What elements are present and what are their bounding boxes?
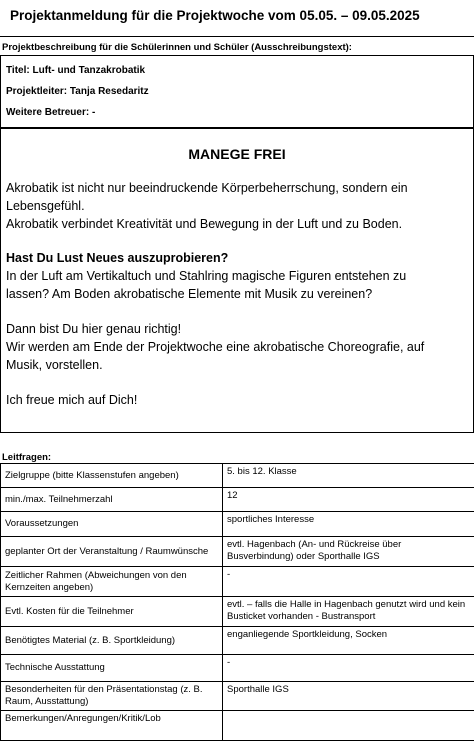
table-row	[1, 464, 474, 488]
title-divider	[0, 36, 474, 37]
row-value: -	[223, 567, 474, 597]
intro-line-1: Akrobatik ist nicht nur beeindruckende Körperbeherrschung, sondern ein Lebensgefühl.	[6, 181, 408, 213]
closing-line-2: Wir werden am Ende der Projektwoche eine akrobatische Choreografie, auf Musik, vorstellen.	[6, 340, 425, 372]
row-value: sportliches Interesse	[223, 512, 474, 537]
paragraph-intro	[6, 179, 446, 233]
row-label: Bemerkungen/Anregungen/Kritik/Lob	[1, 711, 223, 741]
row-label: Benötigtes Material (z. B. Sportkleidung)	[1, 627, 223, 655]
row-label: min./max. Teilnehmerzahl	[1, 488, 223, 512]
project-info-box	[0, 55, 474, 128]
table-row	[1, 627, 474, 655]
table-row	[1, 655, 474, 682]
row-label: Besonderheiten für den Präsentationstag (z. B. Raum, Ausstattung)	[1, 682, 223, 711]
intro-line-2: Akrobatik verbindet Kreativität und Bewegung in der Luft und zu Boden.	[6, 217, 403, 231]
row-value: enganliegende Sportkleidung, Socken	[223, 627, 474, 655]
project-title: Titel: Luft- und Tanzakrobatik	[6, 65, 146, 76]
description-label: Projektbeschreibung für die Schülerinnen und Schüler (Ausschreibungstext):	[2, 42, 352, 53]
question-text: In der Luft am Vertikaltuch und Stahlring magische Figuren entstehen zu lassen? Am Boden akrobatische Elemente mit Musik zu vereinen?	[6, 269, 407, 301]
row-value: -	[223, 655, 474, 682]
row-value: Sporthalle IGS	[223, 682, 474, 711]
row-label: Voraussetzungen	[1, 512, 223, 537]
row-value: 12	[223, 488, 474, 512]
row-label: Technische Ausstattung	[1, 655, 223, 682]
table-row	[1, 512, 474, 537]
row-value	[223, 711, 474, 741]
closing-line-1: Dann bist Du hier genau richtig!	[6, 322, 182, 336]
table-row	[1, 488, 474, 512]
row-value: evtl. – falls die Halle in Hagenbach genutzt wird und kein Busticket vorhanden - Bustransport	[223, 597, 474, 627]
paragraph-closing	[6, 320, 446, 374]
row-label: geplanter Ort der Veranstaltung / Raumwünsche	[1, 537, 223, 567]
question-heading: Hast Du Lust Neues auszuprobieren?	[6, 251, 229, 265]
project-leader: Projektleiter: Tanja Resedaritz	[6, 86, 149, 97]
paragraph-greeting: Ich freue mich auf Dich!	[6, 393, 138, 407]
row-label: Zielgruppe (bitte Klassenstufen angeben)	[1, 464, 223, 488]
table-row	[1, 597, 474, 627]
additional-supervisors: Weitere Betreuer: -	[6, 107, 96, 118]
paragraph-question	[6, 249, 446, 303]
document-title: Projektanmeldung für die Projektwoche vom 05.05. – 09.05.2025	[10, 8, 420, 23]
table-row	[1, 682, 474, 711]
row-label: Zeitlicher Rahmen (Abweichungen von den Kernzeiten angeben)	[1, 567, 223, 597]
row-label: Evtl. Kosten für die Teilnehmer	[1, 597, 223, 627]
row-value: 5. bis 12. Klasse	[223, 464, 474, 488]
guiding-questions-label: Leitfragen:	[2, 452, 52, 463]
table-row	[1, 567, 474, 597]
guiding-questions-table	[0, 463, 474, 741]
table-row	[1, 711, 474, 741]
table-row	[1, 537, 474, 567]
description-heading: MANEGE FREI	[188, 146, 286, 162]
description-box	[0, 128, 474, 433]
row-value: evtl. Hagenbach (An- und Rückreise über Busverbindung) oder Sporthalle IGS	[223, 537, 474, 567]
